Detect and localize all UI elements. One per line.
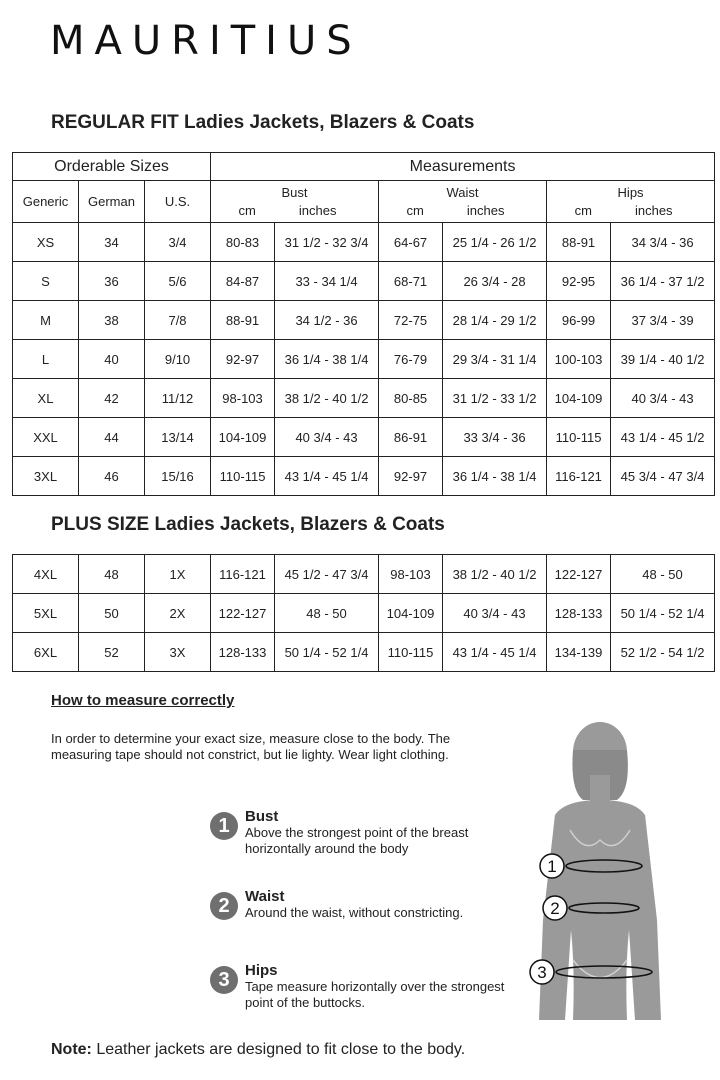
table-cell: 42 xyxy=(79,379,145,418)
table-cell: 50 1/4 - 52 1/4 xyxy=(275,633,379,672)
us-header: U.S. xyxy=(145,181,211,223)
table-cell: 92-97 xyxy=(211,340,275,379)
body-silhouette-figure xyxy=(525,720,705,1050)
table-row xyxy=(13,594,715,633)
table-cell: 33 - 34 1/4 xyxy=(275,262,379,301)
table-cell: 64-67 xyxy=(379,223,443,262)
step-title: Bust xyxy=(245,808,279,825)
table-cell: 34 3/4 - 36 xyxy=(611,223,715,262)
table-cell: 43 1/4 - 45 1/2 xyxy=(611,418,715,457)
table-cell: 76-79 xyxy=(379,340,443,379)
measurements-header: Measurements xyxy=(211,153,715,181)
table-cell: 104-109 xyxy=(379,594,443,633)
table-cell: 92-95 xyxy=(547,262,611,301)
table-cell: 40 3/4 - 43 xyxy=(611,379,715,418)
table-row xyxy=(13,555,715,594)
table-cell: 40 xyxy=(79,340,145,379)
table-cell: 36 1/4 - 38 1/4 xyxy=(443,457,547,496)
step-number-badge: 3 xyxy=(210,966,238,994)
waist-label: Waist xyxy=(446,184,479,200)
table-row xyxy=(13,301,715,340)
table-cell: 92-97 xyxy=(379,457,443,496)
table-cell: 110-115 xyxy=(547,418,611,457)
note-text: Leather jackets are designed to fit close to the body. xyxy=(91,1041,466,1058)
table-cell: M xyxy=(13,301,79,340)
table-cell: XL xyxy=(13,379,79,418)
table-cell: 50 1/4 - 52 1/4 xyxy=(611,594,715,633)
table-cell: XXL xyxy=(13,418,79,457)
orderable-sizes-header: Orderable Sizes xyxy=(13,153,211,181)
table-cell: 5/6 xyxy=(145,262,211,301)
table-cell: 96-99 xyxy=(547,301,611,340)
table-cell: 86-91 xyxy=(379,418,443,457)
table-cell: 45 1/2 - 47 3/4 xyxy=(275,555,379,594)
table-row xyxy=(13,457,715,496)
bust-inches-label: inches xyxy=(298,202,337,218)
table-cell: 72-75 xyxy=(379,301,443,340)
table-cell: 80-85 xyxy=(379,379,443,418)
note-label: Note: xyxy=(51,1041,92,1058)
table-cell: 52 xyxy=(79,633,145,672)
table-cell: XS xyxy=(13,223,79,262)
table-cell: 5XL xyxy=(13,594,79,633)
table-row xyxy=(13,633,715,672)
table-cell: 48 - 50 xyxy=(611,555,715,594)
table-cell: 110-115 xyxy=(211,457,275,496)
table-cell: 28 1/4 - 29 1/2 xyxy=(443,301,547,340)
step-description: Around the waist, without constricting. xyxy=(245,905,464,920)
table-cell: 33 3/4 - 36 xyxy=(443,418,547,457)
table-cell: 98-103 xyxy=(211,379,275,418)
waist-cm-label: cm xyxy=(406,202,424,218)
plus-size-title: PLUS SIZE Ladies Jackets, Blazers & Coats xyxy=(51,514,445,535)
table-cell: 31 1/2 - 32 3/4 xyxy=(275,223,379,262)
waist-header xyxy=(379,181,547,223)
bust-header xyxy=(211,181,379,223)
bust-label: Bust xyxy=(281,184,308,200)
table-cell: 110-115 xyxy=(379,633,443,672)
hips-label: Hips xyxy=(617,184,644,200)
table-cell: 36 1/4 - 37 1/2 xyxy=(611,262,715,301)
table-cell: 68-71 xyxy=(379,262,443,301)
table-row xyxy=(13,223,715,262)
table-cell: 38 1/2 - 40 1/2 xyxy=(443,555,547,594)
step-number-badge: 1 xyxy=(210,812,238,840)
generic-header: Generic xyxy=(13,181,79,223)
table-cell: 29 3/4 - 31 1/4 xyxy=(443,340,547,379)
step-title: Waist xyxy=(245,888,285,905)
table-cell: 104-109 xyxy=(547,379,611,418)
table-cell: 45 3/4 - 47 3/4 xyxy=(611,457,715,496)
regular-fit-title: REGULAR FIT Ladies Jackets, Blazers & Coats xyxy=(51,112,475,133)
table-cell: 34 1/2 - 36 xyxy=(275,301,379,340)
marker-label-bust: 1 xyxy=(547,857,557,876)
leather-note xyxy=(51,1041,465,1059)
table-cell: 48 - 50 xyxy=(275,594,379,633)
marker-label-waist: 2 xyxy=(550,899,560,918)
table-cell: 52 1/2 - 54 1/2 xyxy=(611,633,715,672)
how-to-intro: In order to determine your exact size, measure close to the body. The measuring tape should not constrict, but lie lighty. Wear light clothing. xyxy=(51,731,451,762)
table-cell: 36 1/4 - 38 1/4 xyxy=(275,340,379,379)
table-row xyxy=(13,262,715,301)
table-cell: 11/12 xyxy=(145,379,211,418)
table-cell: 43 1/4 - 45 1/4 xyxy=(443,633,547,672)
table-cell: 39 1/4 - 40 1/2 xyxy=(611,340,715,379)
table-cell: 3/4 xyxy=(145,223,211,262)
table-cell: 40 3/4 - 43 xyxy=(275,418,379,457)
table-cell: 31 1/2 - 33 1/2 xyxy=(443,379,547,418)
table-cell: 3X xyxy=(145,633,211,672)
hips-cm-label: cm xyxy=(574,202,592,218)
table-cell: 43 1/4 - 45 1/4 xyxy=(275,457,379,496)
table-cell: 122-127 xyxy=(211,594,275,633)
table-cell: 80-83 xyxy=(211,223,275,262)
regular-size-table xyxy=(12,152,715,496)
bust-cm-label: cm xyxy=(238,202,256,218)
table-cell: 36 xyxy=(79,262,145,301)
table-cell: 15/16 xyxy=(145,457,211,496)
table-row xyxy=(13,379,715,418)
table-cell: 88-91 xyxy=(547,223,611,262)
table-row xyxy=(13,418,715,457)
table-cell: 13/14 xyxy=(145,418,211,457)
table-cell: 100-103 xyxy=(547,340,611,379)
hips-header xyxy=(547,181,715,223)
table-cell: 46 xyxy=(79,457,145,496)
waist-inches-label: inches xyxy=(466,202,505,218)
table-cell: 128-133 xyxy=(211,633,275,672)
brand-logo: MAURITIUS xyxy=(50,18,362,64)
table-cell: 40 3/4 - 43 xyxy=(443,594,547,633)
table-cell: 1X xyxy=(145,555,211,594)
marker-label-hips: 3 xyxy=(537,963,547,982)
step-description: Above the strongest point of the breast horizontally around the body xyxy=(245,825,469,856)
table-cell: 88-91 xyxy=(211,301,275,340)
step-description: Tape measure horizontally over the strongest point of the buttocks. xyxy=(245,979,505,1010)
table-row xyxy=(13,340,715,379)
table-cell: 134-139 xyxy=(547,633,611,672)
table-cell: 7/8 xyxy=(145,301,211,340)
step-number-badge: 2 xyxy=(210,892,238,920)
table-cell: 84-87 xyxy=(211,262,275,301)
table-cell: 104-109 xyxy=(211,418,275,457)
table-cell: 2X xyxy=(145,594,211,633)
table-cell: 122-127 xyxy=(547,555,611,594)
table-cell: 34 xyxy=(79,223,145,262)
table-cell: 44 xyxy=(79,418,145,457)
how-to-measure-heading: How to measure correctly xyxy=(51,692,235,709)
step-title: Hips xyxy=(245,962,278,979)
table-cell: 26 3/4 - 28 xyxy=(443,262,547,301)
german-header: German xyxy=(79,181,145,223)
table-cell: 9/10 xyxy=(145,340,211,379)
table-cell: 38 1/2 - 40 1/2 xyxy=(275,379,379,418)
table-cell: 48 xyxy=(79,555,145,594)
table-cell: L xyxy=(13,340,79,379)
hips-inches-label: inches xyxy=(634,202,673,218)
table-cell: 38 xyxy=(79,301,145,340)
table-cell: 6XL xyxy=(13,633,79,672)
table-cell: 50 xyxy=(79,594,145,633)
table-cell: 98-103 xyxy=(379,555,443,594)
table-cell: 37 3/4 - 39 xyxy=(611,301,715,340)
table-cell: 25 1/4 - 26 1/2 xyxy=(443,223,547,262)
plus-size-table xyxy=(12,554,715,672)
table-cell: 116-121 xyxy=(547,457,611,496)
table-cell: 3XL xyxy=(13,457,79,496)
table-cell: 128-133 xyxy=(547,594,611,633)
table-cell: 4XL xyxy=(13,555,79,594)
table-cell: S xyxy=(13,262,79,301)
table-cell: 116-121 xyxy=(211,555,275,594)
